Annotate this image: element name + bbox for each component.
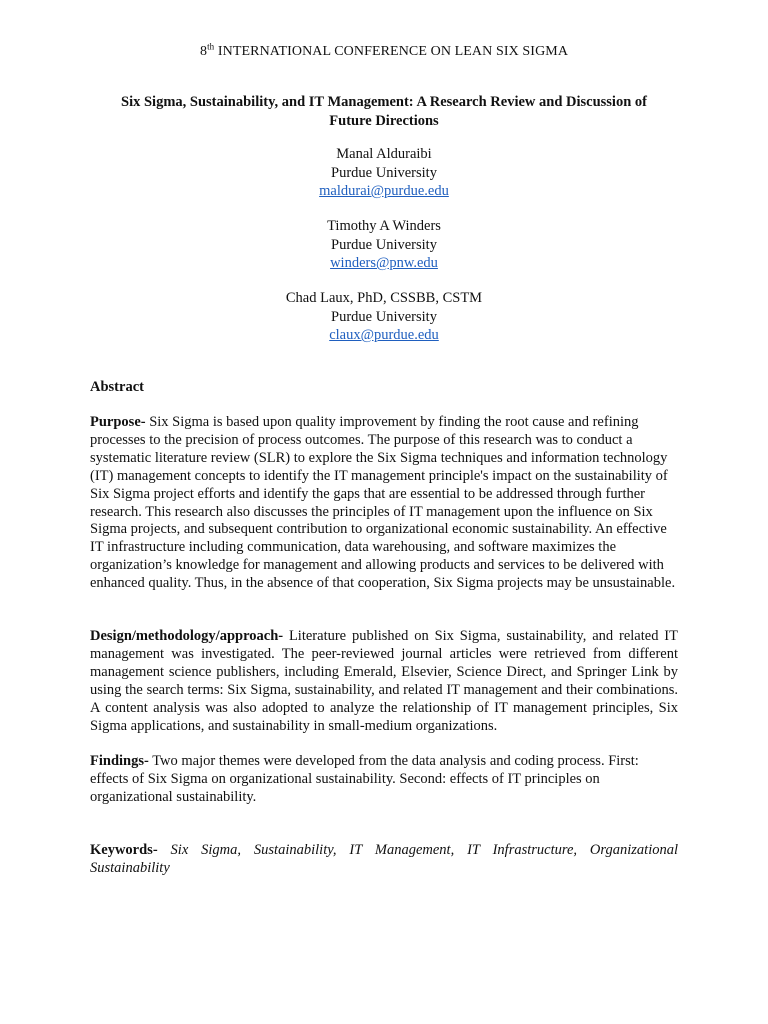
keywords-text: Six Sigma, Sustainability, IT Management, IT Infrastructure, Organizational Sustainability [90, 842, 678, 876]
author-name: Chad Laux, PhD, CSSBB, CSTM [285, 290, 483, 306]
findings-text: Two major themes were developed from the data analysis and coding process. First: effects of Six Sigma on organizational sustainability. Second: effects of IT principles on organizational sustainability. [90, 753, 639, 805]
author-name: Timothy A Winders [327, 218, 441, 234]
purpose-paragraph [90, 414, 678, 593]
author-email-link[interactable]: maldurai@purdue.edu [319, 183, 449, 199]
author-affiliation: Purdue University [331, 164, 437, 181]
purpose-label: Purpose- [90, 414, 146, 430]
paper-title: Six Sigma, Sustainability, and IT Management: A Research Review and Discussion of Future Directions [121, 94, 647, 129]
purpose-text: Six Sigma is based upon quality improvement by finding the root cause and refining processes to the precision of process outcomes. The purpose of this research was to conduct a systematic literature review (SLR) to explore the Six Sigma techniques and information technology (IT) management concepts to identify the IT management principle's impact on the sustainability of Six Sigma project efforts and identify the gaps that are essential to be addressed through further research. This research also discusses the principles of IT management upon the influence on Six Sigma projects, and subsequent contribution to organizational economic sustainability. An effective IT infrastructure including communication, data warehousing, and software maximizes the organization’s knowledge for management and allowing products and services to be delivered with enhanced quality. Thus, in the absence of that cooperation, Six Sigma projects may be unsustainable. [90, 414, 676, 592]
findings-label: Findings- [90, 753, 149, 769]
design-paragraph [90, 628, 678, 735]
author-block [0, 217, 768, 273]
author-affiliation: Purdue University [331, 308, 437, 325]
findings-paragraph [90, 753, 678, 807]
author-name: Manal Alduraibi [336, 146, 432, 162]
author-affiliation: Purdue University [331, 236, 437, 253]
conference-name: INTERNATIONAL CONFERENCE ON LEAN SIX SIGMA [214, 44, 569, 59]
conference-header [0, 41, 768, 60]
keywords-label: Keywords- [90, 842, 158, 858]
author-email-link[interactable]: claux@purdue.edu [329, 327, 439, 343]
design-label: Design/methodology/approach- [90, 628, 284, 644]
author-email-link[interactable]: winders@pnw.edu [330, 255, 438, 271]
keywords-paragraph [90, 842, 678, 878]
conference-ordinal-number: 8 [199, 44, 208, 59]
author-block [0, 145, 768, 201]
author-block [0, 289, 768, 345]
conference-ordinal-suffix: th [207, 41, 215, 52]
abstract-heading: Abstract [90, 379, 144, 395]
design-text: Literature published on Six Sigma, sustainability, and related IT management was investigated. The peer-reviewed journal articles were retrieved from different management science publishers, including Emerald, Elsevier, Science Direct, and Springer Link by using the search terms: Six Sigma, sustainability, and related IT management and their combinations. A content analysis was also adopted to analyze the relationship of IT management principles, Six Sigma applications, and sustainability in small-medium organizations. [90, 628, 678, 734]
